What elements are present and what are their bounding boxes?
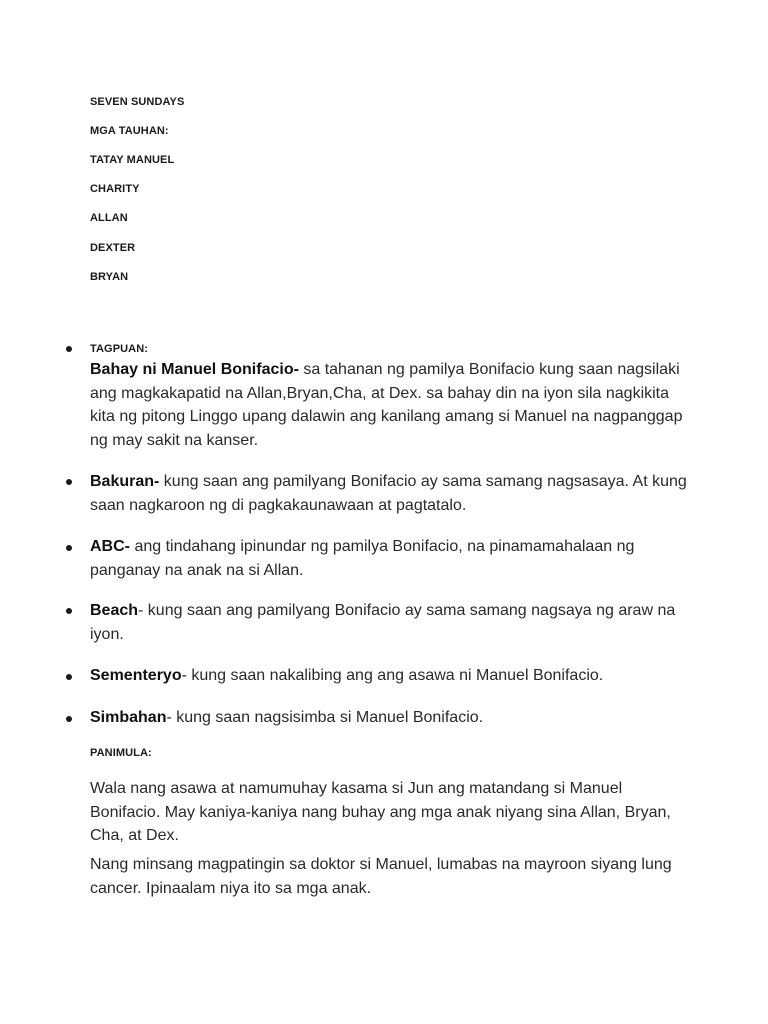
character-name: CHARITY xyxy=(90,183,140,195)
document-title: SEVEN SUNDAYS xyxy=(90,96,185,108)
characters-heading: MGA TAUHAN: xyxy=(90,125,169,137)
character-name: ALLAN xyxy=(90,212,128,224)
bullet-icon xyxy=(66,479,72,485)
introduction-paragraph: Wala nang asawa at namumuhay kasama si Jun ang matandang si Manuel Bonifacio. May kaniya-kaniya nang buhay ang mga anak niyang sina Allan, Bryan, Cha, at Dex. xyxy=(90,780,671,844)
bullet-icon xyxy=(66,608,72,614)
setting-item xyxy=(90,706,690,730)
setting-description: - kung saan nagsisimba si Manuel Bonifacio. xyxy=(166,709,484,726)
setting-item xyxy=(90,358,690,452)
character-name: BRYAN xyxy=(90,271,129,283)
setting-heading: TAGPUAN: xyxy=(90,343,149,355)
setting-term: ABC- xyxy=(90,538,130,555)
character-name: DEXTER xyxy=(90,242,136,254)
setting-item xyxy=(90,470,690,517)
setting-description: - kung saan nakalibing ang ang asawa ni Manuel Bonifacio. xyxy=(181,667,604,684)
bullet-icon xyxy=(66,346,72,352)
setting-item xyxy=(90,535,690,582)
setting-term: Simbahan xyxy=(90,709,167,726)
setting-term: Bakuran- xyxy=(90,473,160,490)
setting-term: Sementeryo xyxy=(90,667,182,684)
introduction-paragraph: Nang minsang magpatingin sa doktor si Manuel, lumabas na mayroon siyang lung cancer. Ipinaalam niya ito sa mga anak. xyxy=(90,856,672,897)
setting-description: sa tahanan ng pamilya Bonifacio kung saan nagsilaki ang magkakapatid na Allan,Bryan,Cha, at Dex. sa bahay din na iyon sila nagkikita kita ng pitong Linggo upang dalawin ang kanilang amang si Manuel na nagpanggap ng may sakit na kanser. xyxy=(90,361,683,449)
introduction-heading: PANIMULA: xyxy=(90,747,152,759)
setting-item xyxy=(90,664,690,688)
setting-item xyxy=(90,599,690,646)
setting-description: kung saan ang pamilyang Bonifacio ay sama samang nagsasaya. At kung saan nagkaroon ng di pagkakaunawaan at pagtatalo. xyxy=(90,473,687,514)
bullet-icon xyxy=(66,674,72,680)
setting-description: ang tindahang ipinundar ng pamilya Bonifacio, na pinamamahalaan ng panganay na anak na si Allan. xyxy=(90,538,635,579)
setting-term: Beach xyxy=(90,602,139,619)
setting-term: Bahay ni Manuel Bonifacio- xyxy=(90,361,299,378)
setting-description: - kung saan ang pamilyang Bonifacio ay sama samang nagsaya ng araw na iyon. xyxy=(90,602,676,643)
bullet-icon xyxy=(66,716,72,722)
character-name: TATAY MANUEL xyxy=(90,154,175,166)
bullet-icon xyxy=(66,545,72,551)
